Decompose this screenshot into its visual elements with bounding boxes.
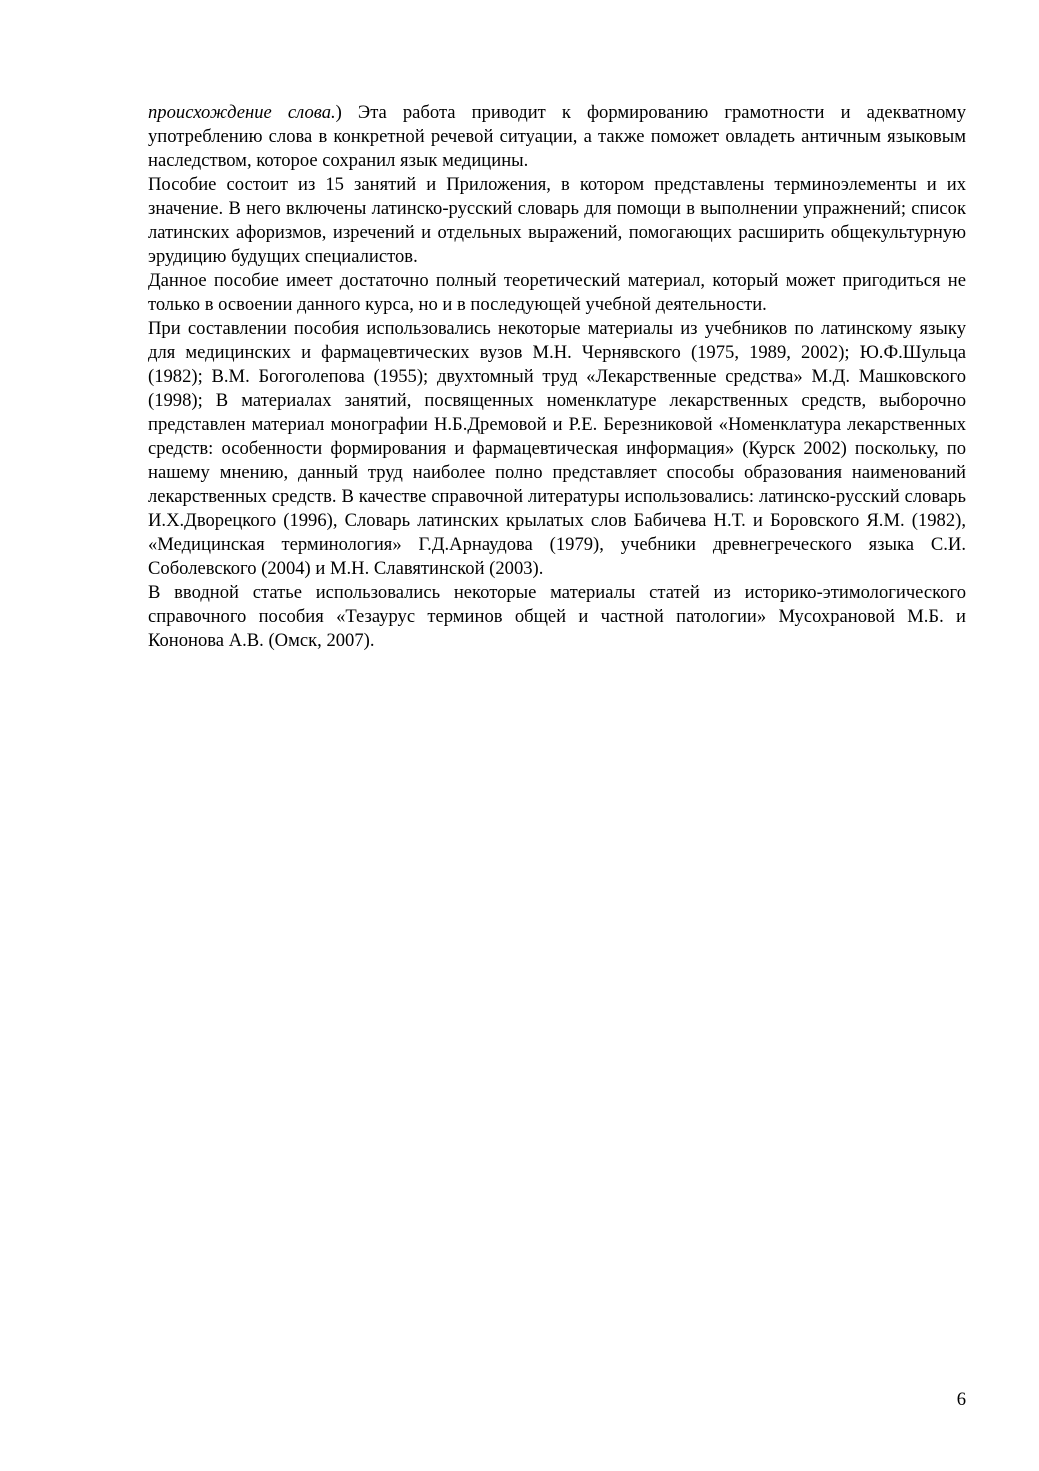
paragraph-text: В вводной статье использовались некоторые материалы статей из историко-этимологического справочного пособия «Тезаурус терминов общей и частной патологии» Мусохрановой М.Б. и Кононова А.В. (Омск, 2007).: [148, 582, 966, 651]
paragraph-text: ) Эта работа приводит к формированию грамотности и адекватному употреблению слова в конкретной речевой ситуации, а также поможет овладеть античным языковым наследством, которое сохранил язык медицины.: [148, 102, 966, 171]
page-number: 6: [956, 1389, 966, 1410]
italic-lead: происхождение слова.: [148, 102, 336, 123]
paragraph-word-origin: [148, 101, 966, 173]
paragraph-theory: [148, 269, 966, 317]
paragraph-text: При составлении пособия использовались некоторые материалы из учебников по латинскому языку для медицинских и фармацевтических вузов М.Н. Чернявского (1975, 1989, 2002); Ю.Ф.Шульца (1982); В.М. Богоголепова (1955); двухтомный труд «Лекарственные средства» М.Д. Машковского (1998); В материалах занятий, посвященных номенклатуре лекарственных средств, выборочно представлен материал монографии Н.Б.Дремовой и Р.Е. Березниковой «Номенклатура лекарственных средств: особенности формирования и фармацевтическая информация» (Курск 2002) поскольку, по нашему мнению, данный труд наиболее полно представляет способы образования наименований лекарственных средств. В качестве справочной литературы использовались: латинско-русский словарь И.Х.Дворецкого (1996), Словарь латинских крылатых слов Бабичева Н.Т. и Боровского Я.М. (1982), «Медицинская терминология» Г.Д.Арнаудова (1979), учебники древнегреческого языка С.И. Соболевского (2004) и М.Н. Славятинской (2003).: [148, 318, 966, 579]
paragraph-structure: [148, 173, 966, 269]
paragraph-text: Данное пособие имеет достаточно полный теоретический материал, который может пригодиться не только в освоении данного курса, но и в последующей учебной деятельности.: [148, 270, 966, 315]
paragraph-intro-article: [148, 581, 966, 653]
paragraph-text: Пособие состоит из 15 занятий и Приложения, в котором представлены терминоэлементы и их значение. В него включены латинско-русский словарь для помощи в выполнении упражнений; список латинских афоризмов, изречений и отдельных выражений, помогающих расширить общекультурную эрудицию будущих специалистов.: [148, 174, 966, 267]
paragraph-sources: [148, 317, 966, 581]
body-text: [148, 101, 966, 653]
